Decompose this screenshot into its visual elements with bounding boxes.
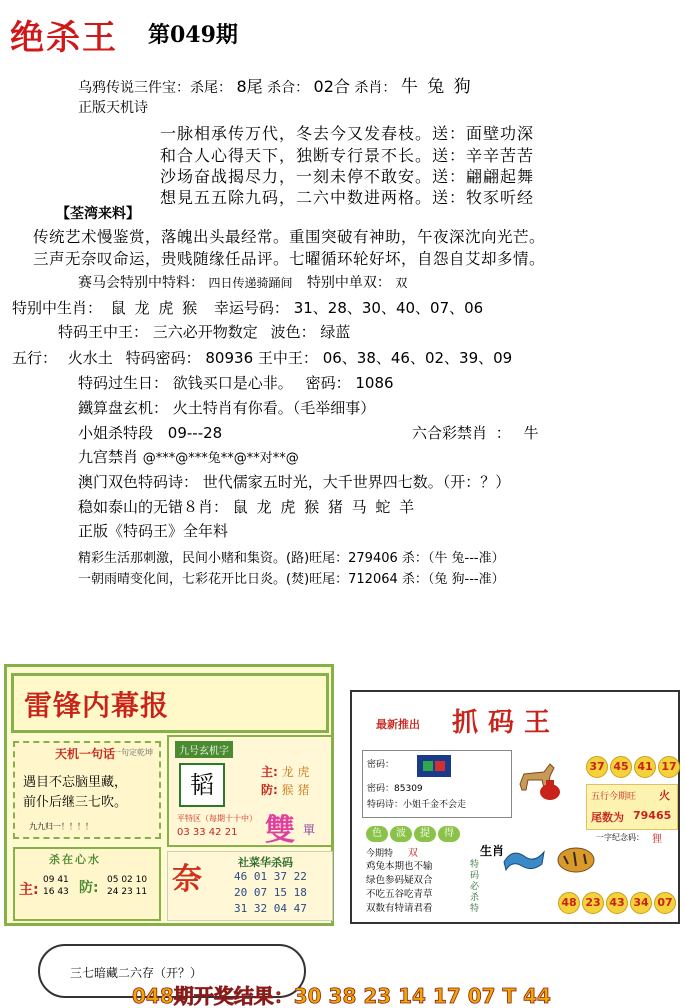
shama-title: 杀在心水: [49, 853, 101, 866]
zhuama-mima-label: 密码：: [367, 760, 395, 770]
crow-line: [78, 72, 473, 97]
tianji-box-dots: 九九归一！！！！: [29, 822, 93, 831]
jiugong-value: @***@***兔**@**对**@: [142, 451, 299, 466]
guoshengri-value: 欲钱买口是心非。: [172, 374, 293, 392]
zhuama-line-1: 鸡兔本期也不输: [366, 861, 433, 872]
wuxing-value: 火水土: [67, 349, 113, 367]
quannian-title: 正版《特码王》全年料: [78, 522, 229, 540]
zhu2-left-1: 09 41: [43, 875, 69, 885]
bottom-ball-2: 23: [582, 892, 604, 914]
guoshengri-pw-label: 密码：: [305, 374, 351, 392]
wencuo-label: 稳如泰山的无错８肖：: [78, 498, 229, 516]
zhuama-mima-value: 85309: [394, 784, 423, 794]
tesha-label: 特码必杀特: [470, 860, 480, 914]
shehua-row-1: 46 01 37 22: [234, 870, 307, 883]
poem-line-2: 和合人心得天下，独断专行景不长。送：辛辛苦苦: [160, 146, 535, 165]
crow-heji-label: 杀合：: [267, 80, 310, 96]
top-ball-4: 17: [658, 756, 680, 778]
liuhe-label: 六合彩禁肖: [412, 424, 488, 442]
wuxing-box: [586, 784, 678, 830]
guoshengri-line: [78, 372, 394, 393]
weishu-value: 79465: [633, 809, 672, 822]
yiju-value: 狸: [652, 834, 662, 845]
zhuama-banner: [358, 698, 674, 744]
bottom-ball-3: 43: [606, 892, 628, 914]
jiuhao-label: 九号玄机字: [175, 741, 233, 758]
zhu2-left-2: 16 43: [43, 887, 69, 897]
leifeng-header: [11, 673, 329, 733]
mima-value: 80936: [205, 349, 254, 367]
shuang-char: 雙: [265, 813, 295, 848]
fang-value: 猴 猪: [281, 783, 310, 797]
tiesuan-label: 鐵算盘玄机：: [78, 399, 169, 417]
lucky-label: 幸运号码：: [213, 299, 289, 317]
zhuama-line-3: 不吃五谷吃青草: [366, 889, 433, 900]
saima-danshuang: 双: [395, 276, 408, 290]
jiuhao-box: [167, 735, 333, 847]
zhu-value: 龙 虎: [281, 765, 310, 779]
wencuo-line: [78, 496, 416, 517]
zhu-label: 主:: [261, 765, 278, 779]
quanwan-line-1: 传统艺术慢鉴赏，落魄出头最经常。重围突破有神助，午夜深沈向光芒。: [33, 228, 546, 246]
top-ball-1: 37: [586, 756, 608, 778]
tianji-box-line-1: 遇目不忘脑里藏，: [23, 775, 128, 790]
guoshengri-label: 特码过生日：: [78, 374, 169, 392]
wuxing-line-label: 五行今期旺: [591, 792, 637, 802]
aomen-label: 澳门双色特码诗：: [78, 473, 199, 491]
xiaojie-value: 09---28: [167, 424, 223, 442]
dragon-icon: [502, 842, 546, 874]
fang-label: 防:: [261, 783, 278, 797]
mima-label: 特码密码：: [125, 349, 201, 367]
liuhe-sep: ：: [495, 424, 511, 442]
zhuama-ts: 特码诗：小姐千金不会走: [367, 800, 467, 810]
tewang-value: 三六必开物数定: [152, 323, 258, 341]
crow-tail: 8尾: [236, 77, 263, 96]
zhuama-ts-value: 小姐千金不会走: [403, 800, 467, 810]
wencuo-value: 鼠 龙 虎 猴 猪 马 蛇 羊: [232, 498, 417, 516]
leifeng-panel: [4, 664, 334, 926]
wz-label: 王中王：: [257, 349, 318, 367]
zhuama-new-label: 最新推出: [376, 718, 420, 731]
tianji-box-title: 天机一句话: [55, 747, 116, 761]
zhuama-line-2: 绿色参码疑双合: [366, 875, 433, 886]
bottom-line-2: 一朝雨晴变化间，七彩花开比日炎。(焚)旺尾：712064 杀：（兔 狗---准）: [78, 572, 505, 587]
issue-number: 第049期: [148, 22, 238, 48]
jiuhao-char: 韬: [179, 763, 225, 807]
pingte-label: 平特区（每期十十中）: [177, 814, 257, 823]
pill-4: 得: [438, 826, 460, 842]
poem-line-3: 沙场奋战揭尽力，一刻未停不敢安。送：翩翩起舞: [160, 167, 535, 186]
poem-line-1: 一脉相承传万代，冬去今又发春枝。送：面壁功深: [160, 124, 535, 143]
saima-label: 赛马会特别中特料：: [78, 275, 204, 291]
top-ball-2: 45: [610, 756, 632, 778]
liuhe-line: [412, 422, 539, 443]
cloud-text: 三七暗藏二六存（开？）: [70, 966, 203, 980]
jiugong-line: [78, 446, 299, 467]
yiju-label: 一字纪念码：: [596, 833, 644, 842]
wz-value: 06、38、46、02、39、09: [322, 349, 513, 367]
jinqi-value: 双: [407, 848, 418, 859]
shengxiao-label: 特别中生肖：: [12, 299, 103, 317]
fang-line: [261, 781, 309, 798]
crow-xiao-label: 杀肖：: [354, 80, 397, 96]
bottom-ball-4: 34: [630, 892, 652, 914]
tewang-label: 特码王中王：: [58, 323, 149, 341]
tianji-box-line-2: 前仆后继三七吹。: [23, 795, 128, 810]
leifeng-title: 雷锋内幕报: [24, 689, 170, 722]
pingte-nums: 03 33 42 21: [177, 827, 238, 838]
saima-line: [78, 272, 407, 292]
shengxiao-value: 鼠 龙 虎 猴: [110, 299, 200, 317]
zhuama-panel: [350, 690, 680, 924]
saima-value: 四日传递骑踊间: [208, 276, 293, 290]
fang2-right-1: 05 02 10: [107, 875, 148, 885]
bottom-line-1: 精彩生活那刺激，民间小赌和集资。(路)旺尾：279406 杀：（牛 兔---准）: [78, 551, 505, 566]
result-line: 048期开奖结果：30 38 23 14 17 07 T 44: [132, 984, 551, 1008]
bose-label: 波色：: [270, 323, 316, 341]
wuxing-label: 五行：: [12, 349, 58, 367]
wuxing-line: [12, 347, 512, 368]
xiaojie-label: 小姐杀特段: [78, 424, 154, 442]
zhu-line: [261, 763, 309, 780]
fang2-label: 防:: [79, 880, 99, 896]
nu-char: 奈: [172, 862, 202, 897]
poem-line-4: 想見五五除九码，二六中数进两格。送：牧豕听经: [160, 188, 535, 207]
jinqi-line: [366, 844, 418, 859]
jiugong-label: 九宫禁肖: [78, 448, 139, 466]
zhuama-info-box: [362, 750, 512, 818]
crow-xiao: 牛 兔 狗: [400, 77, 473, 97]
bottom-ball-5: 07: [654, 892, 676, 914]
tiger-icon: [554, 840, 598, 876]
shehua-row-2: 20 07 15 18: [234, 886, 307, 899]
fang2-right-2: 24 23 11: [107, 887, 148, 897]
zhuama-title: 抓码王: [452, 708, 561, 738]
wuxing-line-value: 火: [659, 789, 670, 802]
liuhe-value: 牛: [523, 424, 539, 442]
tewang-line: [58, 321, 350, 342]
shengxiao-tag: 生肖: [480, 844, 505, 858]
bottom-ball-1: 48: [558, 892, 580, 914]
color-blocks-icon: [417, 755, 451, 777]
logo-title: 绝杀王: [10, 18, 118, 58]
zhu2-label: 主:: [19, 882, 39, 898]
tianji-box: [13, 741, 161, 839]
zhuama-line-4: 双数有特请君看: [366, 903, 433, 914]
crow-label: 乌鸦传说三件宝：杀尾：: [78, 80, 232, 96]
pill-3: 提: [414, 826, 436, 842]
pill-1: 色: [366, 826, 388, 842]
dan-char: 單: [303, 823, 316, 837]
bose-value: 绿蓝: [320, 323, 351, 341]
zhuama-mima-code: 密码：85309: [367, 784, 423, 794]
tiesuan-value: 火土特肖有你看。（毛举细事）: [172, 399, 376, 417]
top-ball-3: 41: [634, 756, 656, 778]
shehua-box: [167, 851, 333, 921]
guoshengri-pw: 1086: [355, 374, 394, 392]
lucky-value: 31、28、30、40、07、06: [293, 299, 484, 317]
jinqi-label: 今期特: [366, 849, 394, 859]
tiesuan-line: [78, 397, 375, 418]
xiaojie-line: [78, 422, 222, 443]
quanwan-title: 【荃湾来料】: [56, 206, 140, 222]
shehua-title: 社菜华杀码: [238, 856, 293, 869]
tianji-box-tag: 一句定乾坤: [113, 748, 153, 757]
saima-danshuang-label: 特别中单双：: [306, 275, 391, 291]
shehua-row-3: 31 32 04 47: [234, 902, 307, 915]
shama-box: [13, 847, 161, 921]
teapot-icon: [538, 774, 562, 802]
tianji-title: 正版天机诗: [78, 100, 148, 116]
crow-heji: 02合: [313, 77, 350, 96]
shengxiao-line: [12, 297, 483, 318]
aomen-value: 世代儒家五时光，大千世界四七数。（开：？）: [202, 473, 511, 491]
pill-2: 波: [390, 826, 412, 842]
weishu-label: 尾数为: [591, 811, 624, 824]
aomen-line: [78, 471, 510, 492]
quanwan-line-2: 三声无奈叹命运，贵贱随缘任品评。七曜循环轮好坏，自怨自艾却多情。: [33, 250, 546, 268]
